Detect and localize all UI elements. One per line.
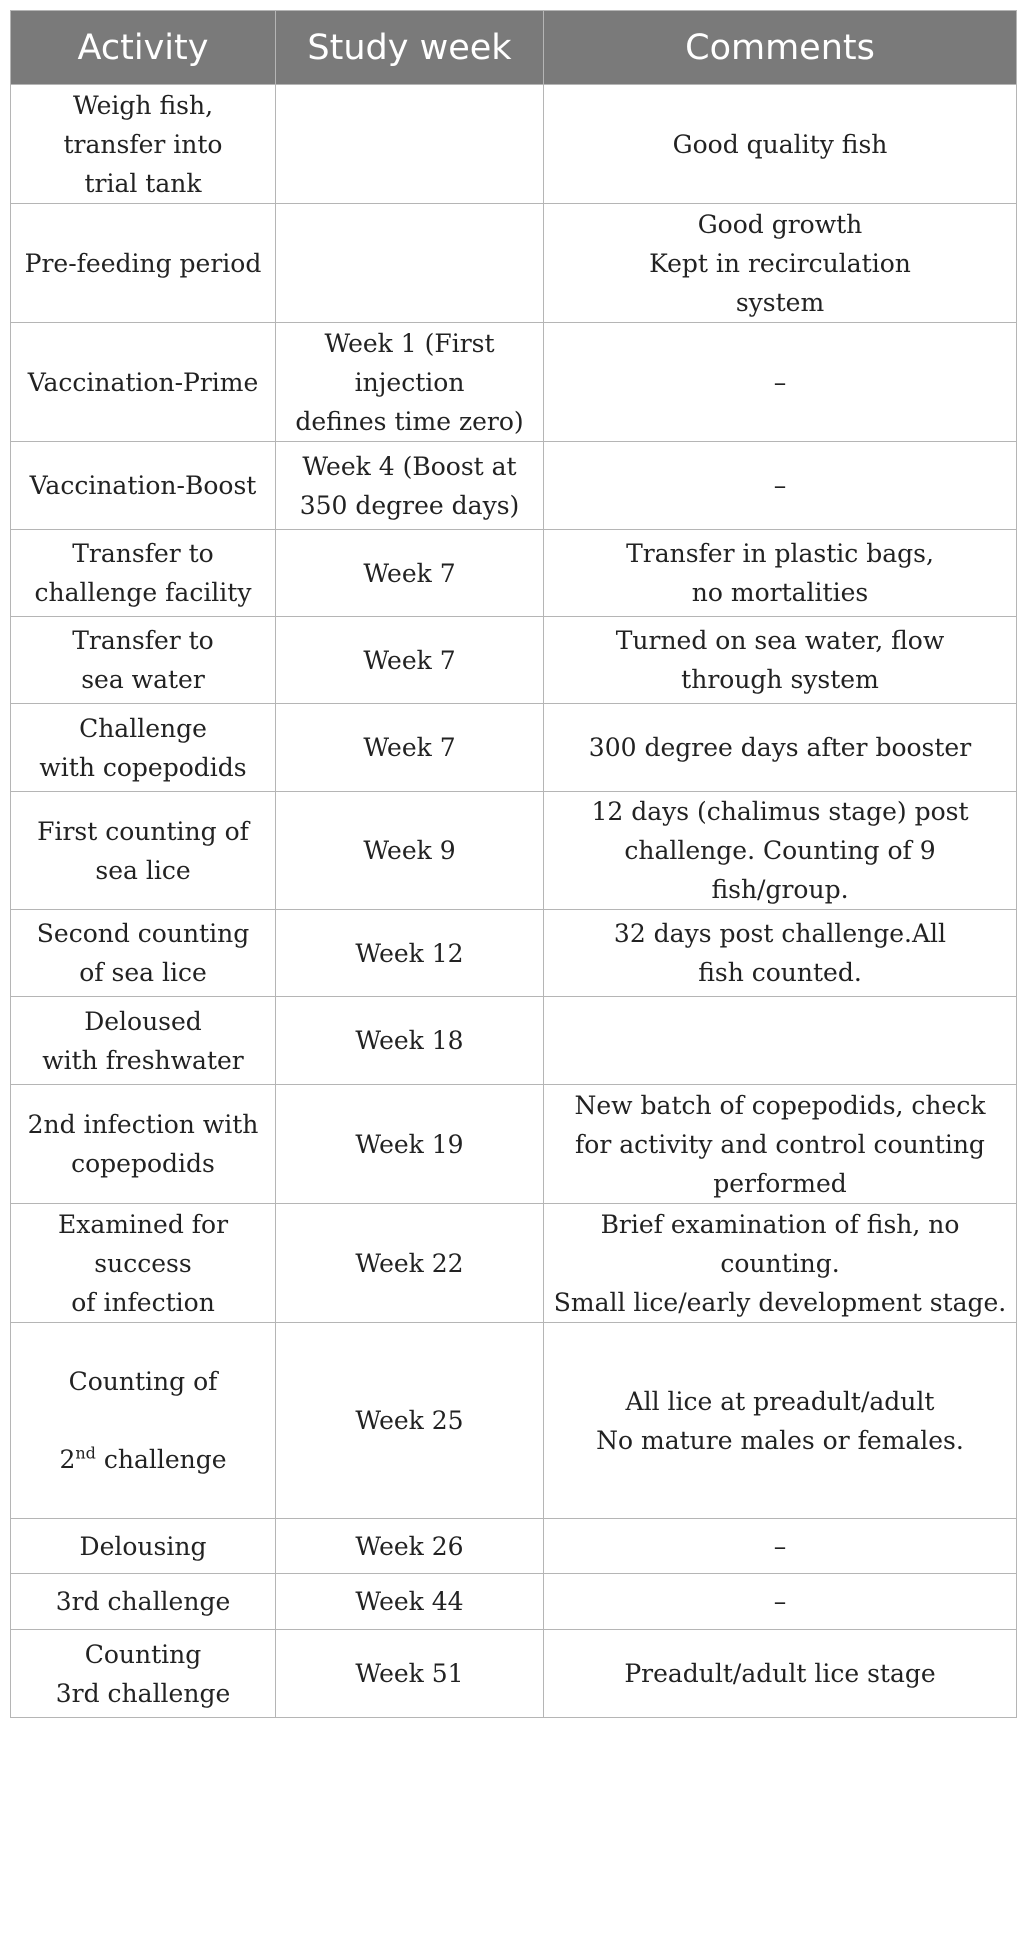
week-cell: Week 1 (First injection defines time zero) (276, 323, 544, 442)
activity-cell: Second counting of sea lice (11, 910, 276, 997)
activity-cell: First counting of sea lice (11, 792, 276, 910)
activity-cell (11, 1323, 276, 1519)
table-row (11, 792, 1017, 910)
comment-cell: Turned on sea water, flow through system (544, 617, 1017, 704)
week-cell: Week 44 (276, 1574, 544, 1630)
table-row (11, 910, 1017, 997)
ordinal-number: 2 (59, 1445, 76, 1474)
week-cell (276, 85, 544, 204)
table-row (11, 1204, 1017, 1323)
table-row (11, 323, 1017, 442)
activity-cell: Challenge with copepodids (11, 704, 276, 792)
activity-cell: Transfer to challenge facility (11, 530, 276, 617)
table-row (11, 85, 1017, 204)
comment-cell: All lice at preadult/adult No mature males or females. (544, 1323, 1017, 1519)
activity-cell: Examined for success of infection (11, 1204, 276, 1323)
activity-cell: Deloused with freshwater (11, 997, 276, 1085)
table-row (11, 1085, 1017, 1204)
comment-cell: Good quality fish (544, 85, 1017, 204)
header-study-week: Study week (276, 11, 544, 85)
table-row (11, 997, 1017, 1085)
header-row (11, 11, 1017, 85)
table-row (11, 442, 1017, 530)
activity-line (19, 1440, 267, 1479)
header-activity: Activity (11, 11, 276, 85)
week-cell: Week 22 (276, 1204, 544, 1323)
comment-cell: – (544, 323, 1017, 442)
comment-cell: – (544, 442, 1017, 530)
week-cell: Week 51 (276, 1630, 544, 1718)
week-cell: Week 7 (276, 704, 544, 792)
comment-cell: 12 days (chalimus stage) post challenge. Counting of 9 fish/group. (544, 792, 1017, 910)
comment-cell: 32 days post challenge.All fish counted. (544, 910, 1017, 997)
table-row (11, 1519, 1017, 1574)
week-cell (276, 204, 544, 323)
comment-cell (544, 997, 1017, 1085)
comment-cell: – (544, 1574, 1017, 1630)
comment-cell: 300 degree days after booster (544, 704, 1017, 792)
table-row (11, 204, 1017, 323)
activity-cell: 3rd challenge (11, 1574, 276, 1630)
ordinal-suffix: nd (75, 1443, 96, 1463)
week-cell: Week 4 (Boost at 350 degree days) (276, 442, 544, 530)
activity-cell: Vaccination-Prime (11, 323, 276, 442)
activity-line-rest: challenge (95, 1445, 227, 1474)
week-cell: Week 18 (276, 997, 544, 1085)
activity-cell: Pre-feeding period (11, 204, 276, 323)
week-cell: Week 19 (276, 1085, 544, 1204)
table-row (11, 704, 1017, 792)
table-row (11, 1630, 1017, 1718)
table-row (11, 530, 1017, 617)
activity-cell: Vaccination-Boost (11, 442, 276, 530)
activity-cell: 2nd infection with copepodids (11, 1085, 276, 1204)
activity-cell: Delousing (11, 1519, 276, 1574)
week-cell: Week 12 (276, 910, 544, 997)
activity-cell: Transfer to sea water (11, 617, 276, 704)
table-row (11, 617, 1017, 704)
comment-cell: Preadult/adult lice stage (544, 1630, 1017, 1718)
week-cell: Week 7 (276, 617, 544, 704)
comment-cell: Transfer in plastic bags, no mortalities (544, 530, 1017, 617)
week-cell: Week 9 (276, 792, 544, 910)
week-cell: Week 7 (276, 530, 544, 617)
table-row (11, 1323, 1017, 1519)
activity-cell: Counting 3rd challenge (11, 1630, 276, 1718)
week-cell: Week 25 (276, 1323, 544, 1519)
comment-cell: Brief examination of fish, no counting. Small lice/early development stage. (544, 1204, 1017, 1323)
activity-line: Counting of (68, 1367, 218, 1396)
study-timeline-table (10, 10, 1017, 1718)
header-comments: Comments (544, 11, 1017, 85)
comment-cell: – (544, 1519, 1017, 1574)
comment-cell: Good growth Kept in recirculation system (544, 204, 1017, 323)
table-row (11, 1574, 1017, 1630)
comment-cell: New batch of copepodids, check for activity and control counting performed (544, 1085, 1017, 1204)
week-cell: Week 26 (276, 1519, 544, 1574)
activity-cell: Weigh fish, transfer into trial tank (11, 85, 276, 204)
